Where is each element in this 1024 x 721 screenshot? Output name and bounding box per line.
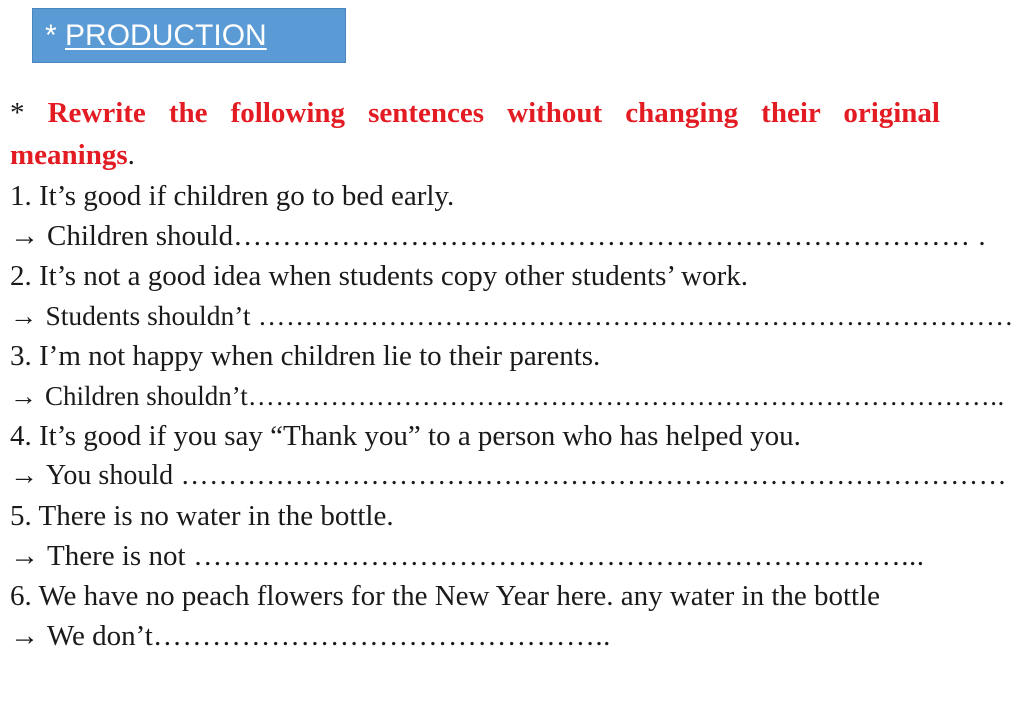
instruction-period: . — [127, 139, 135, 171]
exercise-2-prompt: Students shouldn’t — [45, 300, 251, 331]
exercise-4-answer — [10, 456, 1007, 496]
arrow-icon: → — [10, 540, 39, 572]
arrow-icon: → — [10, 381, 37, 411]
exercise-1-question: 1. It’s good if children go to bed early. — [10, 180, 455, 212]
banner-title — [45, 19, 267, 53]
exercise-1-answer — [10, 216, 986, 256]
banner-star: * — [45, 18, 57, 52]
arrow-icon: → — [10, 460, 38, 491]
exercise-4-prompt: You should — [46, 460, 174, 491]
arrow-icon: → — [10, 300, 38, 331]
exercise-4-dots: …………………………………………………………………………… — [173, 460, 1008, 491]
exercise-2-answer — [10, 296, 1014, 336]
instruction-text: Rewrite the following sentences without changing their original meanings — [10, 97, 940, 171]
exercise-5-answer — [10, 536, 925, 576]
exercise-6-answer — [10, 616, 611, 656]
exercise-2-dots: ……………………………………………………………………… — [250, 300, 1014, 331]
section-banner — [32, 8, 346, 63]
exercise-3-answer — [10, 376, 1005, 416]
exercise-3-question: 3. I’m not happy when children lie to their parents. — [10, 340, 601, 372]
arrow-icon: → — [10, 220, 39, 252]
instruction-star: * — [10, 97, 25, 129]
exercise-4-question: 4. It’s good if you say “Thank you” to a person who has helped you. — [10, 420, 801, 452]
exercise-5-dots: ………………………………………………………………... — [185, 540, 925, 572]
exercise-2-question: 2. It’s not a good idea when students copy other students’ work. — [10, 260, 749, 292]
exercise-3-dots: ……………………………………………………………………….. — [247, 381, 1005, 411]
exercise-3-prompt: Children shouldn’t — [45, 381, 248, 411]
exercise-1-prompt: Children should — [47, 220, 234, 252]
exercise-5-prompt: There is not — [47, 540, 186, 572]
exercise-6-dots: ……………………………………….. — [152, 620, 611, 652]
exercise-5-question: 5. There is no water in the bottle. — [10, 500, 394, 532]
instruction — [10, 92, 940, 176]
exercise-6-question: 6. We have no peach flowers for the New Year here. any water in the bottle — [10, 580, 881, 612]
arrow-icon: → — [10, 620, 39, 652]
banner-title-text: PRODUCTION — [65, 18, 267, 52]
exercise-1-dots: ………………………………………………………………… . — [233, 220, 987, 252]
exercise-6-prompt: We don’t — [47, 620, 153, 652]
